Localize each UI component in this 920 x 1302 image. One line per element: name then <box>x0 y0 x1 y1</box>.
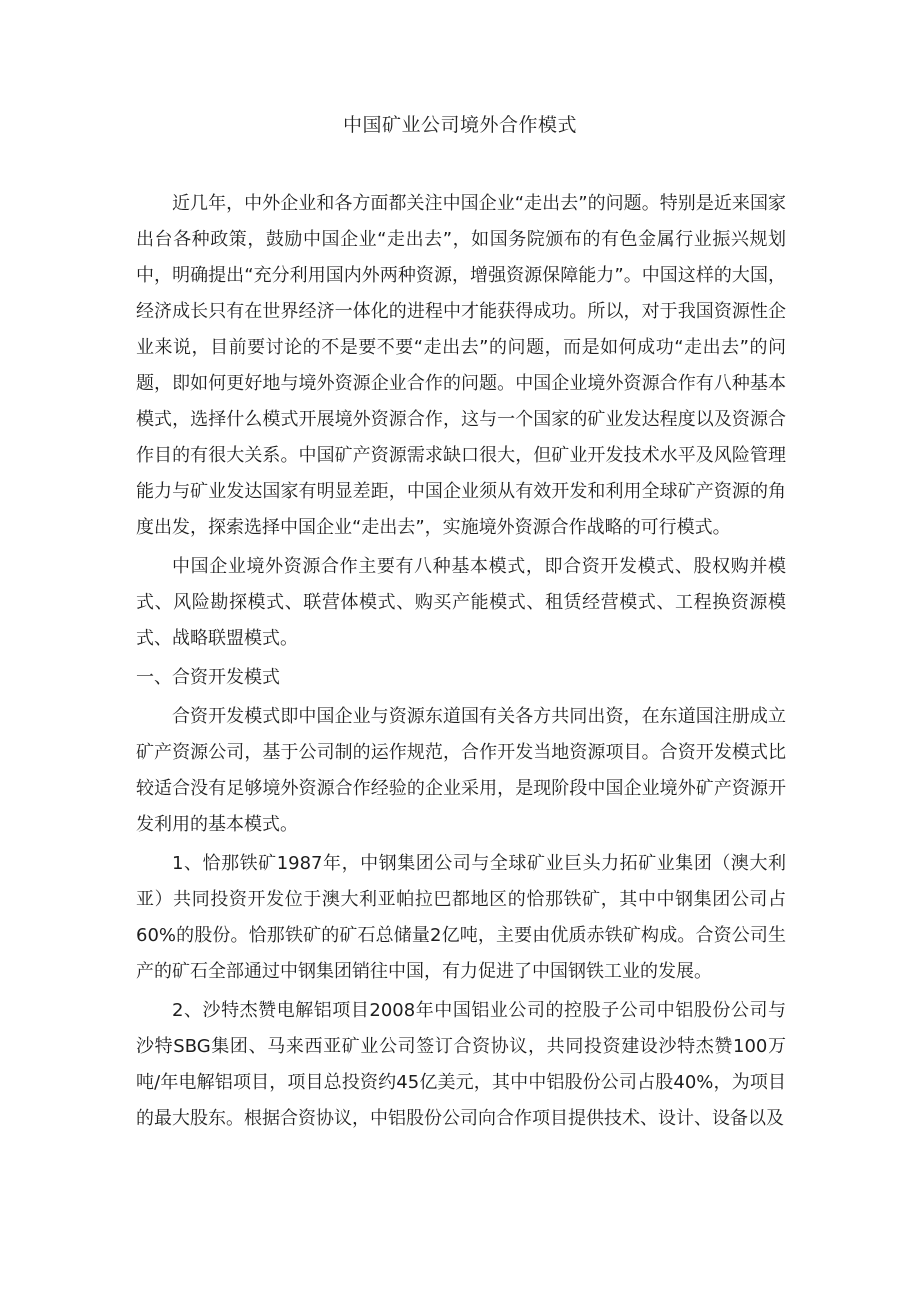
section-heading-joint-venture: 一、合资开发模式 <box>136 667 280 688</box>
paragraph-eight-modes: 中国企业境外资源合作主要有八种基本模式，即合资开发模式、股权购并模式、风险勘探模式、联营体模式、购买产能模式、租赁经营模式、工程换资源模式、战略联盟模式。 <box>136 556 786 649</box>
document-title: 中国矿业公司境外合作模式 <box>342 114 577 136</box>
paragraph-intro: 近几年，中外企业和各方面都关注中国企业“走出去”的问题。特别是近来国家出台各种政策，鼓励中国企业“走出去”，如国务院颁布的有色金属行业振兴规划中，明确提出“充分利用国内外两种资源，增强资源保障能力”。中国这样的大国，经济成长只有在世界经济一体化的进程中才能获得成功。所以，对于我国资源性企业来说，目前要讨论的不是要不要“走出去”的问题，而是如何成功“走出去”的问题，即如何更好地与境外资源企业合作的问题。中国企业境外资源合作有八种基本模式，选择什么模式开展境外资源合作，这与一个国家的矿业发达程度以及资源合作目的有很大关系。中国矿产资源需求缺口很大，但矿业开发技术水平及风险管理能力与矿业发达国家有明显差距，中国企业须从有效开发和利用全球矿产资源的角度出发，探索选择中国企业“走出去”，实施境外资源合作战略的可行模式。 <box>136 193 786 538</box>
paragraph-joint-venture-definition: 合资开发模式即中国企业与资源东道国有关各方共同出资，在东道国注册成立矿产资源公司，基于公司制的运作规范，合作开发当地资源项目。合资开发模式比较适合没有足够境外资源合作经验的企业采用，是现阶段中国企业境外矿产资源开发利用的基本模式。 <box>136 706 786 835</box>
document-body <box>136 186 786 1140</box>
paragraph-example-jazan: 2、沙特杰赞电解铝项目2008年中国铝业公司的控股子公司中铝股份公司与沙特SBG集团、马来西亚矿业公司签订合资协议，共同投资建设沙特杰赞100万吨/年电解铝项目，项目总投资约45亿美元，其中中铝股份公司占股40%，为项目的最大股东。根据合资协议，中铝股份公司向合作项目提供技术、设计、设备以及 <box>136 1000 786 1129</box>
paragraph-example-channar: 1、恰那铁矿1987年，中钢集团公司与全球矿业巨头力拓矿业集团（澳大利亚）共同投资开发位于澳大利亚帕拉巴都地区的恰那铁矿，其中中钢集团公司占60%的股份。恰那铁矿的矿石总储量2亿吨，主要由优质赤铁矿构成。合资公司生产的矿石全部通过中钢集团销往中国，有力促进了中国钢铁工业的发展。 <box>136 853 786 982</box>
